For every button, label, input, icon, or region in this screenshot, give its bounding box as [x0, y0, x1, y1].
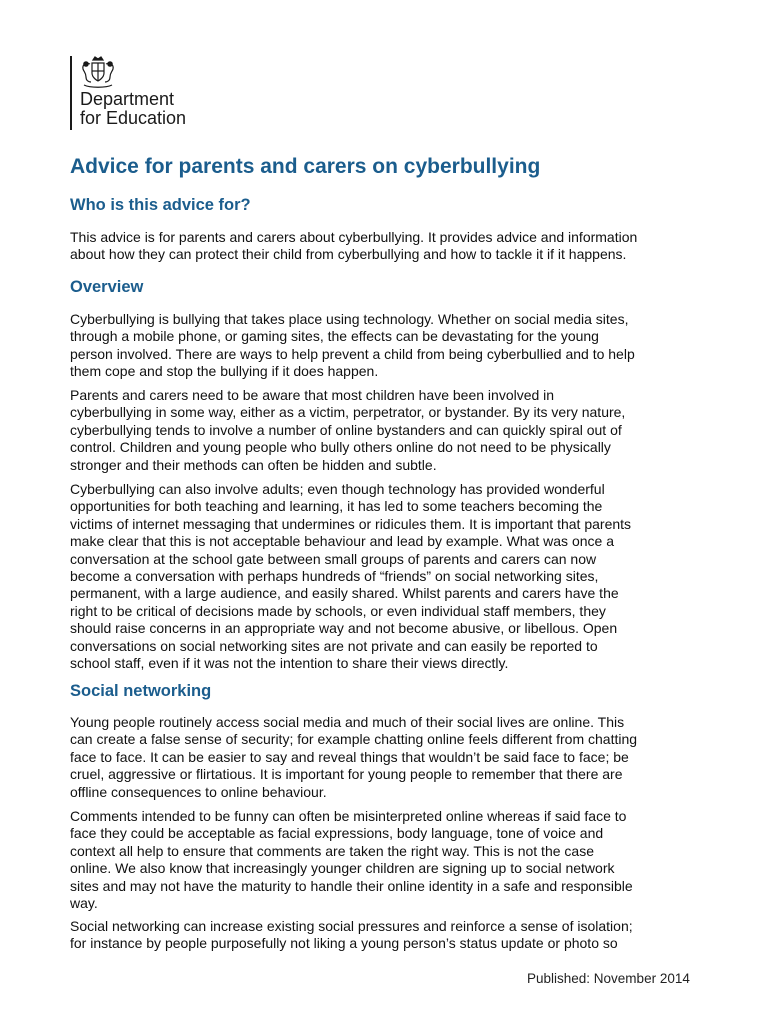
text-line: through a mobile phone, or gaming sites, the effects can be devastating for the young	[70, 328, 599, 345]
paragraph	[70, 387, 710, 474]
text-line: them cope and stop the bullying if it does happen.	[70, 363, 379, 380]
text-line: opportunities for both teaching and learning, it has led to some teachers becoming the	[70, 498, 603, 515]
section-heading-social-networking: Social networking	[70, 682, 212, 700]
text-line: Young people routinely access social media and much of their social lives are online. This	[70, 714, 625, 730]
text-line: cyberbullying tends to involve a number of online bystanders and can quickly spiral out of	[70, 421, 622, 438]
text-line: for instance by people purposefully not liking a young person’s status update or photo so	[70, 935, 618, 952]
text-line: Cyberbullying can also involve adults; even though technology has provided wonderful	[70, 481, 605, 497]
text-line: conversation at the school gate between small groups of parents and carers can now	[70, 550, 597, 567]
text-line: This advice is for parents and carers about cyberbullying. It provides advice and information	[70, 229, 638, 245]
royal-coat-of-arms-icon	[78, 54, 118, 90]
text-line: face they could be acceptable as facial expressions, body language, tone of voice and	[70, 825, 604, 842]
text-line: victims of internet messaging that undermines or ridicules them. It is important that parents	[70, 515, 632, 532]
text-line: sites and may not have the maturity to handle their online identity in a safe and responsible	[70, 877, 633, 894]
text-line: Social networking can increase existing social pressures and reinforce a sense of isolation;	[70, 918, 633, 934]
paragraph	[70, 481, 710, 672]
logo-divider	[70, 56, 72, 130]
section-heading-overview: Overview	[70, 278, 144, 296]
paragraph	[70, 714, 710, 801]
department-name	[80, 90, 186, 128]
text-line: cruel, aggressive or flirtatious. It is important for young people to remember that there are	[70, 766, 623, 783]
text-line: permanent, with a large audience, and easily shared. Whilst parents and carers have the	[70, 585, 619, 602]
text-line: online. We also know that increasingly younger children are signing up to social network	[70, 860, 615, 877]
text-line: stronger and their methods can often be hidden and subtle.	[70, 456, 437, 473]
section-heading-who-is-this-for: Who is this advice for?	[70, 196, 251, 214]
text-line: offline consequences to online behaviour.	[70, 783, 327, 800]
text-line: Parents and carers need to be aware that most children have been involved in	[70, 387, 555, 403]
text-line: face to face. It can be easier to say and reveal things that wouldn’t be said face to face; be	[70, 748, 629, 765]
department-name-line2: for Education	[80, 108, 187, 128]
paragraph	[70, 918, 710, 953]
document-title: Advice for parents and carers on cyberbullying	[70, 155, 541, 178]
text-line: make clear that this is not acceptable behaviour and lead by example. What was once a	[70, 533, 614, 550]
text-line: right to be critical of decisions made by schools, or even individual staff members, they	[70, 602, 606, 619]
publication-date: Published: November 2014	[527, 971, 690, 986]
text-line: way.	[70, 895, 98, 912]
text-line: school staff, even if it was not the intention to share their views directly.	[70, 655, 509, 672]
department-name-line1: Department	[80, 89, 175, 109]
text-line: person involved. There are ways to help prevent a child from being cyberbullied and to help	[70, 345, 635, 362]
paragraph	[70, 311, 710, 381]
text-line: about how they can protect their child from cyberbullying and how to tackle it if it happens.	[70, 246, 627, 263]
text-line: conversations on social networking sites are not private and can easily be reported to	[70, 637, 598, 654]
text-line: can create a false sense of security; for example chatting online feels different from chatting	[70, 731, 638, 748]
text-line: control. Children and young people who bully others online do not need to be physically	[70, 439, 611, 456]
text-line: cyberbullying in some way, either as a victim, perpetrator, or bystander. By its very nature,	[70, 404, 626, 421]
text-line: Cyberbullying is bullying that takes place using technology. Whether on social media sites,	[70, 311, 629, 327]
text-line: Comments intended to be funny can often be misinterpreted online whereas if said face to	[70, 808, 627, 824]
text-line: become a conversation with perhaps hundreds of “friends” on social networking sites,	[70, 568, 599, 585]
paragraph	[70, 808, 710, 912]
text-line: context all help to ensure that comments are taken the right way. This is not the case	[70, 842, 594, 859]
paragraph	[70, 229, 710, 264]
text-line: should raise concerns in an appropriate way and not become abusive, or libellous. Open	[70, 620, 618, 637]
